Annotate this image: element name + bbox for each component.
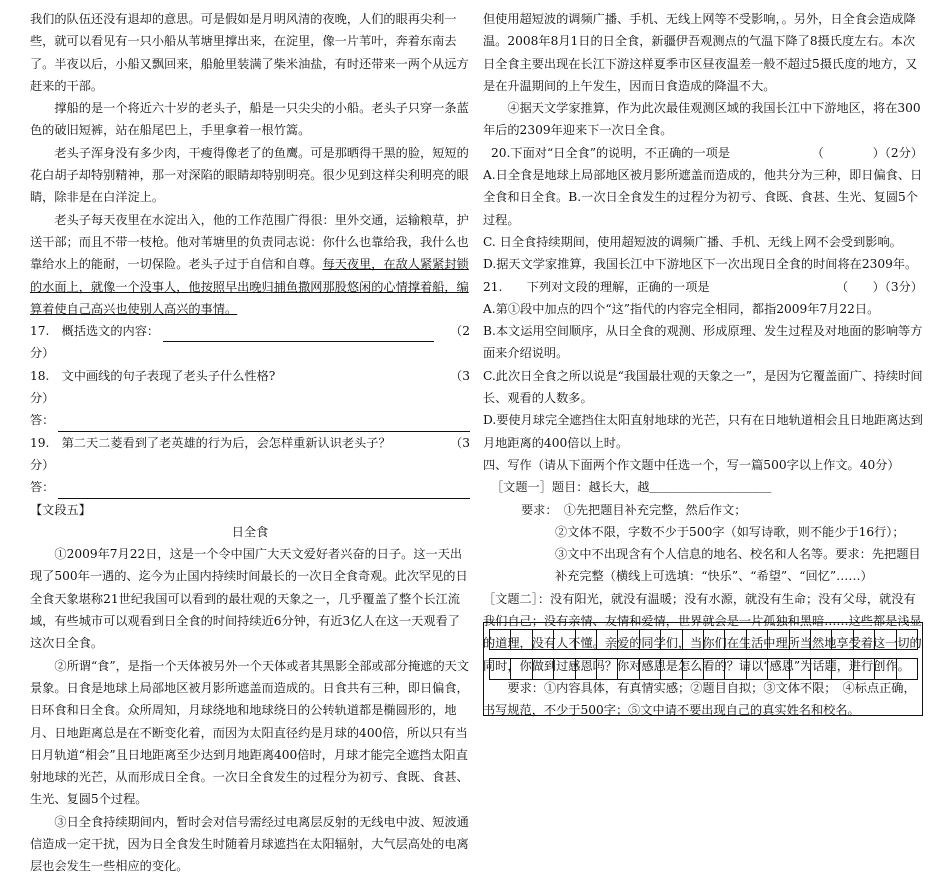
grid-cell[interactable] [746,658,768,679]
requirement: ③文中不出现含有个人信息的地名、校名和人名等。要求：先把题目补充完整（横线上可选填：“快乐”、“希望”、“回忆”……） [555,547,921,584]
question-text: 21. 下列对文段的理解，正确的一项是 [483,279,710,294]
grid-cell[interactable] [896,629,918,650]
answer-label: 答： [30,413,55,428]
option-c[interactable]: C.此次日全食之所以说是“我国最壮观的天象之一”，是因为它覆盖面广、持续时间长、观看的人数多。 [483,368,923,406]
question-text: 17. 概括选文的内容： [30,324,160,339]
question-17 [30,320,470,365]
requirement: ②文体不限，字数不少于500字（如写诗歌，则不能少于16行）； [555,524,905,539]
grid-cell[interactable] [724,658,746,679]
grid-cell[interactable] [703,629,725,650]
grid-cell[interactable] [489,629,511,650]
question-text: 20.下面对“日全食”的说明，不正确的一项是 [491,145,731,160]
question-18 [30,365,470,432]
grid-cell[interactable] [596,658,618,679]
grid-cell[interactable] [575,658,597,679]
passage-title: 日全食 [231,524,269,539]
points-cont: 分） [30,391,55,406]
essay-topic-2: ［文题二］：没有阳光，就没有温暖；没有水源，就没有生命；没有父母，就没有我们自己；没有亲情、友情和爱情，世界就会是一片孤独和黑暗……这些都是浅显的道理，没有人不懂。亲爱的同学们，当你们在生活中理所当然地享受着这一切的同时，你做到过感恩吗？你对感恩是怎么看的？请以“感恩”为话题，进行创作。 [483,591,922,673]
answer-line[interactable] [58,483,470,499]
points-cont: 分） [30,457,55,472]
passage-paragraph: ③日全食持续期间内，暂时会对信号需经过电离层反射的无线电中波、短波通信造成一定干扰，因为日全食发生时随着月球遮挡在太阳辐射，大气层高处的电离层也会发生一些相应的变化。 [30,814,469,874]
grid-cell[interactable] [853,658,875,679]
passage-paragraph: 老头子浑身没有多少肉，干瘦得像老了的鱼鹰。可是那晒得干黑的脸，短短的花白胡子却特别精神，那一对深陷的眼睛却特别明亮。很少见到这样尖利明亮的眼睛，除非是在白洋淀上。 [30,145,469,205]
grid-cell[interactable] [789,658,811,679]
grid-cell[interactable] [553,658,575,679]
grid-cell[interactable] [660,629,682,650]
option-a[interactable]: A.第①段中加点的四个“这”指代的内容完全相同，都指2009年7月22日。 [483,301,880,316]
grid-cell[interactable] [553,629,575,650]
question-20 [483,142,923,164]
writing-heading: 四、写作（请从下面两个作文题中任选一个，写一篇500字以上作文。40分） [483,457,900,472]
passage-paragraph: 我们的队伍还没有退却的意思。可是假如是月明风清的夜晚，人们的眼再尖利一些，就可以看见有一只小船从苇塘里撑出来，在淀里，像一片苇叶，奔着东南去了。半夜以后，小船又飘回来，船舱里装满了柴米油盐，有时还带来一两个从远方赶来的干部。 [30,12,469,93]
left-column [30,8,470,878]
grid-cell[interactable] [874,658,896,679]
grid-cell[interactable] [874,629,896,650]
grid-cell[interactable] [810,629,832,650]
grid-cell[interactable] [767,629,789,650]
grid-cell[interactable] [639,629,661,650]
writing-grid[interactable] [483,622,923,716]
grid-cell[interactable] [532,629,554,650]
right-column [483,8,923,722]
question-21 [483,276,923,298]
passage-paragraph: ④据天文学家推算，作为此次最佳观测区域的我国长江中下游地区，将在300年后的2309年迎来下一次日全食。 [483,101,921,138]
grid-cell[interactable] [789,629,811,650]
grid-cell[interactable] [617,658,639,679]
question-text: 18. 文中画线的句子表现了老头子什么性格? [30,368,276,383]
grid-cell[interactable] [831,658,853,679]
question-text: 19. 第二天二菱看到了老英雄的行为后，会怎样重新认识老头子？ [30,435,391,450]
passage-paragraph [30,209,470,320]
passage-paragraph: 但使用超短波的调频广播、手机、无线上网等不受影响，。另外，日全食会造成降温。2008年8月1日的日全食，新疆伊吾观测点的气温下降了8摄氏度左右。本次日全食主要出现在长江下游这样夏季市区昼夜温差一般不超过5摄氏度的地方，又是在升温期间的上午发生，因而日食造成的降温不大。 [483,12,918,93]
points: （ ）（3分） [836,279,923,294]
grid-cell[interactable] [532,658,554,679]
requirement: 要求： ①先把题目补充完整，然后作文； [521,502,747,517]
grid-cell[interactable] [682,658,704,679]
option-c[interactable]: C. 日全食持续期间，使用超短波的调频广播、手机、无线上网不会受到影响。 [483,234,902,249]
grid-cell[interactable] [831,629,853,650]
grid-cell[interactable] [746,629,768,650]
grid-cell[interactable] [639,658,661,679]
grid-cell[interactable] [682,629,704,650]
answer-line[interactable] [163,326,434,342]
requirement: 要求：①内容具体，有真情实感；②题目自拟；③文体不限； ④标点正确，书写规范，不少于500字；⑤文中请不要出现自己的真实姓名和校名。 [483,680,916,718]
option-d[interactable]: D.据天文学家推算，我国长江中下游地区下一次出现日全食的时间将在2309年。 [483,257,918,272]
passage-paragraph: 撑船的是一个将近六十岁的老头子，船是一只尖尖的小船。老头子只穿一条蓝色的破旧短裤，站在船尾巴上，手里拿着一根竹篙。 [30,101,469,138]
option-b[interactable]: B.本文运用空间顺序，从日全食的观测、形成原理、发生过程及对地面的影响等方面来介绍说明。 [483,324,923,361]
passage-text: 老头子每天夜里在水淀出入，他的工作范围广得很：里外交通，运输粮草，护送干部；而且不带一枝枪。他对苇塘里的负责同志说：你什么也靠给我，我什么也靠给水上的能耐，一切保险。老头子过于自信和自尊。 [30,212,469,272]
option-a[interactable]: A.日全食是地球上局部地区被月影所遮盖而造成的，他共分为三种，即日偏食、日全食和日全食。B.一次日全食发生的过程分为初亏、食既、食甚、生光、复圆5个过程。 [483,168,923,227]
grid-cell[interactable] [724,629,746,650]
points: （3 [450,368,470,383]
grid-cell[interactable] [660,658,682,679]
grid-cell[interactable] [510,629,532,650]
grid-cell[interactable] [617,629,639,650]
essay-topic-1: ［文题一］题目：越长大，越＿＿＿＿＿＿＿＿＿＿ [491,480,772,495]
points: （2 [450,324,470,339]
grid-cell[interactable] [853,629,875,650]
grid-cell[interactable] [703,658,725,679]
points: （3 [450,435,470,450]
option-d[interactable]: D.要使月球完全遮挡住太阳直射地球的光芒，只有在日地轨道相会且日地距离达到月地距离的400倍以上时。 [483,413,923,450]
grid-cell[interactable] [810,658,832,679]
section-heading: 【文段五】 [30,502,91,517]
grid-cell[interactable] [489,658,511,679]
grid-cell[interactable] [510,658,532,679]
grid-cell[interactable] [896,658,918,679]
passage-paragraph: ①2009年7月22日，这是一个令中国广大天文爱好者兴奋的日子。这一天出现了500年一遇的、迄今为止国内持续时间最长的一次日全食奇观。此次罕见的日全食天象堪称21世纪我国可以看到的最壮观的天象之一，几乎覆盖了整个长江流域，有些城市可以观看到日全食的时间持续近6分钟，有近3亿人在这一天观看了这次日全食。 [30,547,468,651]
underlined-sentence: 每天夜里，在敌人紧紧封锁的水面上，就像一个没事人，他按照早出晚归捕鱼撒网那股悠闲的心情撑着船，编算着使自己高兴也使别人高兴的事情。 [30,257,469,316]
grid-cell[interactable] [575,629,597,650]
points-cont: 分） [30,346,55,361]
grid-cell[interactable] [596,629,618,650]
grid-cell[interactable] [767,658,789,679]
answer-label: 答： [30,480,55,495]
question-19 [30,432,470,499]
passage-paragraph: ②所谓“食”，是指一个天体被另外一个天体或者其黑影全部或部分掩遮的天文景象。日食是地球上局部地区被月影所遮盖而造成的。日食共有三种，即日偏食，日环食和日全食。众所周知，月球绕地和地球绕日的公转轨道都是椭圆形的，地月、日地距离总是在不断变化着，而因为太阳直径约是月球的400倍，所以只有当日月轨道“相会”且日地距离至少达到月地距离400倍时，月球才能完全遮挡太阳直射地球的光芒，从而形成日全食。一次日全食发生的过程分为初亏、食既、食甚、生光、复圆5个过程。 [30,658,470,807]
points: （ ）（2分） [811,145,923,160]
answer-line[interactable] [58,416,470,432]
